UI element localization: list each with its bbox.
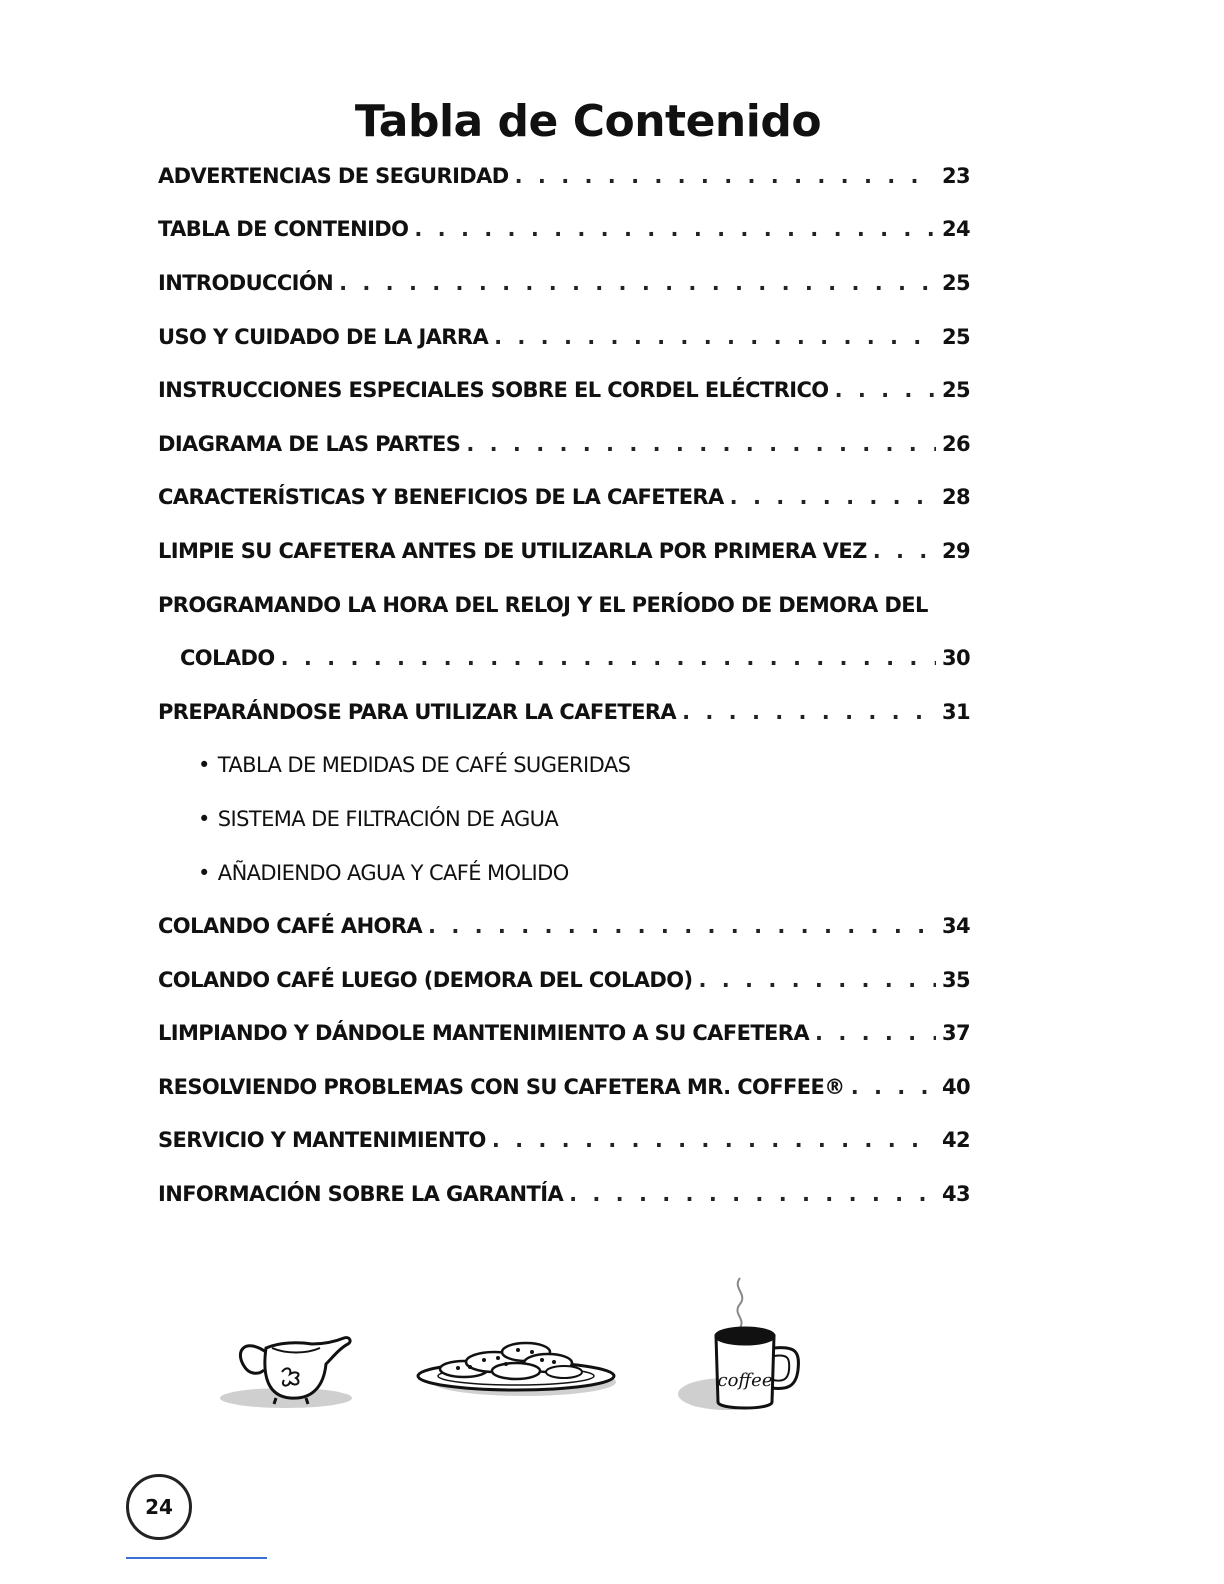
bullet: • — [198, 806, 210, 831]
toc-entry-label: USO Y CUIDADO DE LA JARRA — [158, 324, 489, 349]
toc-entry-page: 31 — [941, 699, 970, 724]
dot-leader — [730, 485, 936, 509]
toc-entry-programando-continuation[interactable] — [158, 631, 970, 685]
toc-entry-page: 40 — [941, 1074, 970, 1099]
dot-leader — [682, 700, 936, 724]
toc-entry-label: CARACTERÍSTICAS Y BENEFICIOS DE LA CAFETERA — [158, 485, 724, 510]
dot-leader — [851, 1075, 936, 1099]
toc-entry-label: DIAGRAMA DE LAS PARTES — [158, 431, 461, 456]
toc-entry-page: 43 — [941, 1182, 970, 1207]
toc-entry-label: SERVICIO Y MANTENIMIENTO — [158, 1128, 486, 1153]
dot-leader — [873, 539, 936, 563]
toc-entry-page: 35 — [941, 967, 970, 992]
page-number-badge — [126, 1474, 192, 1540]
toc-entry-colando-ahora[interactable] — [158, 899, 970, 953]
toc-entry-preparandose[interactable] — [158, 685, 970, 739]
toc-subitem — [158, 792, 970, 846]
toc-entry-advertencias[interactable] — [158, 149, 970, 203]
toc-entry-page: 25 — [941, 270, 970, 295]
dot-leader — [835, 378, 936, 402]
toc-entry-limpiando[interactable] — [158, 1007, 970, 1061]
toc-entry-label: INTRODUCCIÓN — [158, 270, 334, 295]
dot-leader — [698, 968, 935, 992]
toc-entry-page: 37 — [941, 1021, 970, 1046]
dot-leader — [492, 1128, 936, 1152]
dot-leader — [494, 325, 936, 349]
dot-leader — [281, 646, 936, 670]
toc-entry-page: 30 — [941, 646, 970, 671]
toc-subitem — [158, 739, 970, 793]
toc-entry-page: 29 — [941, 538, 970, 563]
toc-entry-label: INFORMACIÓN SOBRE LA GARANTÍA — [158, 1182, 564, 1207]
toc-entry-label: COLANDO CAFÉ LUEGO (DEMORA DEL COLADO) — [158, 967, 693, 992]
toc-entry-page: 26 — [941, 431, 970, 456]
coffee-mug-icon — [676, 1272, 806, 1416]
toc-entry-limpie[interactable] — [158, 524, 970, 578]
toc-entry-introduccion[interactable] — [158, 256, 970, 310]
dot-leader — [414, 217, 936, 241]
toc-entry-programando[interactable] — [158, 578, 970, 632]
toc-entry-colando-luego[interactable] — [158, 953, 970, 1007]
toc-entry-garantia[interactable] — [158, 1167, 970, 1221]
toc-entry-jarra[interactable] — [158, 310, 970, 364]
toc-entry-label: COLADO — [180, 646, 275, 671]
toc-entry-page: 34 — [941, 914, 970, 939]
page-number: 24 — [145, 1495, 173, 1519]
toc-entry-servicio[interactable] — [158, 1114, 970, 1168]
toc-subitem-label: SISTEMA DE FILTRACIÓN DE AGUA — [217, 806, 559, 831]
toc-entry-resolviendo[interactable] — [158, 1060, 970, 1114]
toc-entry-page: 23 — [941, 163, 970, 188]
dot-leader — [515, 164, 936, 188]
toc-entry-label: RESOLVIENDO PROBLEMAS CON SU CAFETERA MR. COFFEE® — [158, 1074, 845, 1099]
toc-entry-label: ADVERTENCIAS DE SEGURIDAD — [158, 163, 509, 188]
footer-rule — [126, 1557, 267, 1559]
toc-entry-page: 25 — [941, 324, 970, 349]
dot-leader — [466, 432, 936, 456]
table-of-contents — [158, 149, 970, 1221]
toc-entry-label: LIMPIE SU CAFETERA ANTES DE UTILIZARLA POR PRIMERA VEZ — [158, 538, 867, 563]
bullet: • — [198, 860, 210, 885]
bullet: • — [198, 753, 210, 778]
toc-subitem — [158, 846, 970, 900]
page-title: Tabla de Contenido — [354, 96, 822, 147]
toc-entry-page: 25 — [941, 378, 970, 403]
dot-leader — [428, 914, 936, 938]
toc-entry-label: PROGRAMANDO LA HORA DEL RELOJ Y EL PERÍODO DE DEMORA DEL — [158, 592, 928, 617]
toc-entry-caracteristicas[interactable] — [158, 471, 970, 525]
toc-entry-label: INSTRUCCIONES ESPECIALES SOBRE EL CORDEL ELÉCTRICO — [158, 378, 829, 403]
toc-subitem-label: AÑADIENDO AGUA Y CAFÉ MOLIDO — [217, 860, 569, 885]
toc-entry-page: 28 — [941, 485, 970, 510]
toc-entry-tabla[interactable] — [158, 203, 970, 257]
toc-entry-cordel[interactable] — [158, 363, 970, 417]
toc-entry-page: 42 — [941, 1128, 970, 1153]
toc-entry-label: COLANDO CAFÉ AHORA — [158, 914, 423, 939]
dot-leader — [815, 1021, 936, 1045]
toc-entry-label: LIMPIANDO Y DÁNDOLE MANTENIMIENTO A SU CAFETERA — [158, 1021, 810, 1046]
mug-label: coffee — [717, 1370, 773, 1391]
toc-entry-diagrama[interactable] — [158, 417, 970, 471]
cookie-plate-icon — [414, 1338, 620, 1400]
toc-entry-label: TABLA DE CONTENIDO — [158, 217, 409, 242]
dot-leader — [569, 1182, 936, 1206]
toc-entry-page: 24 — [941, 217, 970, 242]
dot-leader — [339, 271, 936, 295]
creamer-pitcher-icon — [216, 1318, 356, 1410]
toc-entry-label: PREPARÁNDOSE PARA UTILIZAR LA CAFETERA — [158, 699, 677, 724]
toc-subitem-label: TABLA DE MEDIDAS DE CAFÉ SUGERIDAS — [217, 753, 631, 778]
